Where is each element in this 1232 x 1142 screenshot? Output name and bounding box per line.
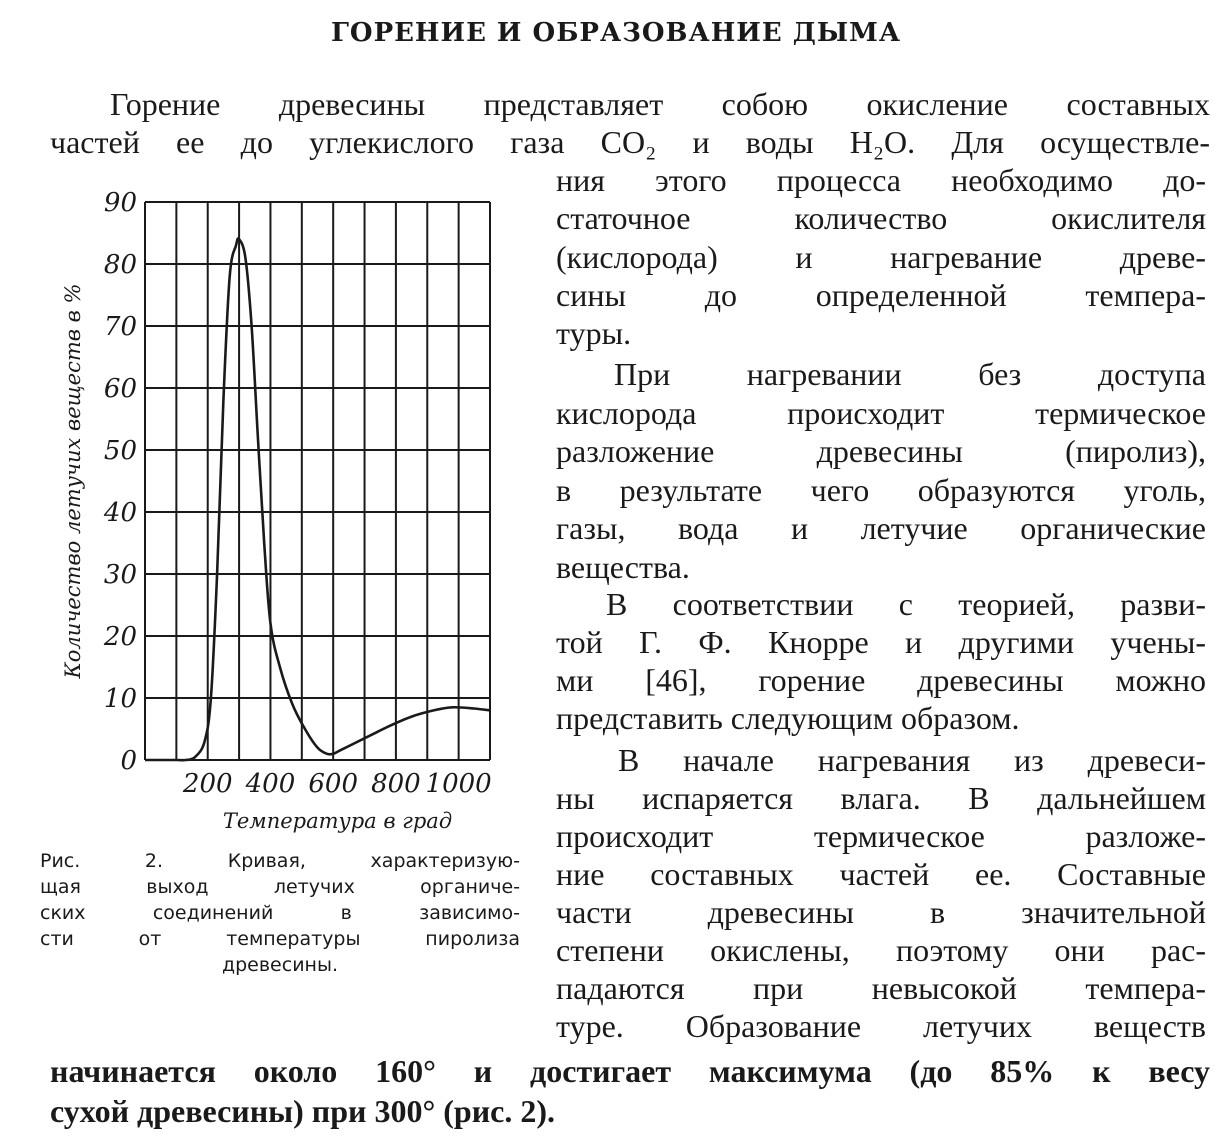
text-line: в результате чего образуются уголь,: [556, 471, 1206, 508]
caption-line: сти от температуры пиролиза: [40, 928, 520, 950]
text-line: В соответствии с теорией, разви-: [606, 586, 1206, 622]
y-axis-label: Количество летучих веществ в %: [61, 283, 85, 679]
x-tick-label: 200: [182, 769, 233, 799]
y-tick-label: 20: [103, 622, 137, 652]
text-line: статочное количество окислителя: [556, 200, 1206, 237]
y-tick-label: 40: [103, 498, 137, 528]
text-line: представить следующим образом.: [556, 700, 1020, 736]
caption-line: ских соединений в зависимо-: [40, 902, 520, 924]
text-line: кислорода происходит термическое: [556, 394, 1206, 431]
text-line: начинается около 160° и достигает максимума (до 85% к весу: [50, 1053, 1210, 1089]
text-line: сины до определенной темпера-: [556, 276, 1206, 313]
x-tick-label: 1000: [425, 769, 492, 799]
y-tick-label: 10: [103, 684, 137, 714]
x-tick-label: 400: [245, 769, 296, 799]
y-tick-label: 60: [103, 374, 137, 404]
chart-ticks: [103, 188, 492, 799]
text-line: вещества.: [556, 548, 690, 585]
figure-caption: [40, 848, 520, 978]
caption-line: древесины.: [221, 954, 339, 976]
y-tick-label: 90: [103, 188, 137, 218]
text-line: происходит термическое разложе-: [556, 818, 1206, 854]
pyrolysis-chart: [40, 180, 520, 840]
y-tick-label: 50: [103, 436, 137, 466]
y-tick-label: 70: [103, 312, 137, 342]
text-line: ния этого процесса необходимо до-: [556, 162, 1206, 198]
caption-line: щая выход летучих органиче-: [40, 876, 520, 898]
x-tick-label: 800: [371, 769, 421, 799]
text-line: ние составных частей ее. Составные: [556, 856, 1206, 892]
text-line: туры.: [556, 315, 632, 352]
caption-line: Рис. 2. Кривая, характеризую-: [40, 850, 520, 872]
text-line: (кислорода) и нагревание древе-: [556, 238, 1206, 275]
x-axis-label: Температура в град: [222, 809, 453, 833]
text-line: степени окислены, поэтому они рас-: [556, 932, 1206, 968]
text-line: газы, вода и летучие органические: [556, 510, 1206, 546]
text-line: разложение древесины (пиролиз),: [556, 433, 1206, 469]
text-line: частей ее до углекислого газа CO₂ и воды H₂O. Для осуществле-: [50, 124, 1210, 160]
chart-grid: [145, 202, 490, 760]
text-line: части древесины в значительной: [556, 894, 1206, 930]
text-line: туре. Образование летучих веществ: [556, 1008, 1206, 1044]
text-line: При нагревании без доступа: [614, 356, 1206, 392]
text-line: Горение древесины представляет собою окисление составных: [110, 86, 1210, 122]
text-line: ны испаряется влага. В дальнейшем: [556, 780, 1206, 816]
y-tick-label: 30: [103, 560, 137, 590]
text-line: В начале нагревания из древеси-: [618, 742, 1206, 778]
volatiles-curve: [145, 238, 490, 760]
text-line: сухой древесины) при 300° (рис. 2).: [50, 1093, 555, 1129]
x-tick-label: 600: [308, 769, 359, 799]
section-heading: ГОРЕНИЕ И ОБРАЗОВАНИЕ ДЫМА: [330, 18, 902, 48]
figure-chart: [40, 180, 520, 840]
text-line: ми [46], горение древесины можно: [556, 662, 1206, 698]
text-line: падаются при невысокой темпера-: [556, 970, 1206, 1006]
y-tick-label: 0: [120, 746, 137, 776]
text-line: той Г. Ф. Кнорре и другими учены-: [556, 624, 1206, 660]
y-tick-label: 80: [103, 250, 137, 280]
